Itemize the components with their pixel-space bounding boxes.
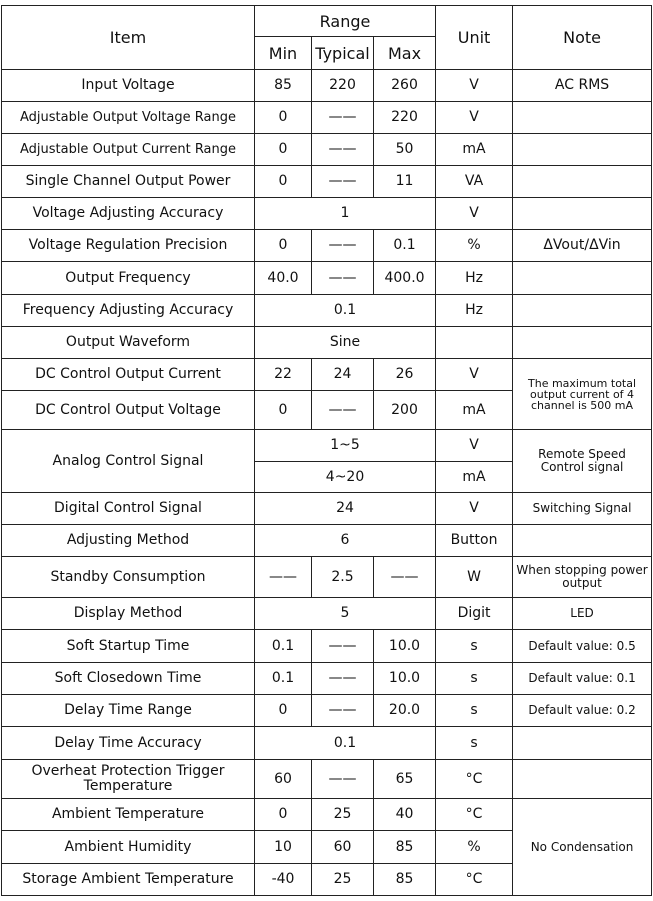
row-item: DC Control Output Voltage xyxy=(2,391,255,430)
row-unit: Hz xyxy=(436,295,513,327)
env-note: No Condensation xyxy=(513,799,652,896)
row-unit: °C xyxy=(436,760,513,799)
row-max: 65 xyxy=(374,760,436,799)
row-min: —— xyxy=(255,557,312,598)
row-max: 10.0 xyxy=(374,630,436,663)
row-item: Ambient Temperature xyxy=(2,799,255,831)
table-row xyxy=(2,799,652,831)
row-note: Remote Speed Control signal xyxy=(513,430,652,493)
row-max: 400.0 xyxy=(374,262,436,295)
row-item: Output Frequency xyxy=(2,262,255,295)
row-unit: s xyxy=(436,663,513,695)
row-note: AC RMS xyxy=(513,70,652,102)
row-value: 24 xyxy=(255,493,436,525)
header-note: Note xyxy=(513,6,652,70)
row-item: Soft Closedown Time xyxy=(2,663,255,695)
table-row xyxy=(2,663,652,695)
row-value: 1 xyxy=(255,198,436,230)
row-item: Input Voltage xyxy=(2,70,255,102)
dc-output-note: The maximum total output current of 4 channel is 500 mA xyxy=(513,359,652,430)
row-typical: —— xyxy=(312,695,374,727)
row-value: 1~5 xyxy=(255,430,436,462)
row-value: 0.1 xyxy=(255,727,436,760)
table-row xyxy=(2,230,652,262)
row-max: 260 xyxy=(374,70,436,102)
row-unit: s xyxy=(436,695,513,727)
row-min: 0.1 xyxy=(255,630,312,663)
row-max: 11 xyxy=(374,166,436,198)
header-min: Min xyxy=(255,37,312,70)
row-typical: —— xyxy=(312,230,374,262)
row-note xyxy=(513,525,652,557)
row-note xyxy=(513,262,652,295)
row-unit: s xyxy=(436,630,513,663)
row-value: Sine xyxy=(255,327,436,359)
table-row xyxy=(2,493,652,525)
row-min: -40 xyxy=(255,864,312,896)
table-row xyxy=(2,695,652,727)
row-typical: —— xyxy=(312,102,374,134)
row-note xyxy=(513,198,652,230)
row-note xyxy=(513,760,652,799)
row-max: 85 xyxy=(374,831,436,864)
row-unit: Button xyxy=(436,525,513,557)
row-value: 4~20 xyxy=(255,462,436,493)
row-min: 0 xyxy=(255,391,312,430)
row-min: 85 xyxy=(255,70,312,102)
row-min: 0 xyxy=(255,230,312,262)
row-typical: —— xyxy=(312,760,374,799)
row-typical: 220 xyxy=(312,70,374,102)
row-unit xyxy=(436,327,513,359)
row-item: DC Control Output Current xyxy=(2,359,255,391)
header-unit: Unit xyxy=(436,6,513,70)
row-unit: mA xyxy=(436,134,513,166)
row-typical: —— xyxy=(312,262,374,295)
table-row xyxy=(2,557,652,598)
row-value: 6 xyxy=(255,525,436,557)
row-note: Default value: 0.5 xyxy=(513,630,652,663)
row-note xyxy=(513,295,652,327)
table-row xyxy=(2,262,652,295)
row-item: Standby Consumption xyxy=(2,557,255,598)
table-row xyxy=(2,134,652,166)
row-item: Display Method xyxy=(2,598,255,630)
row-typical: 25 xyxy=(312,864,374,896)
row-note xyxy=(513,327,652,359)
row-note: Default value: 0.2 xyxy=(513,695,652,727)
row-min: 10 xyxy=(255,831,312,864)
row-note: Switching Signal xyxy=(513,493,652,525)
row-unit: mA xyxy=(436,462,513,493)
row-note: When stopping power output xyxy=(513,557,652,598)
row-min: 40.0 xyxy=(255,262,312,295)
row-unit: V xyxy=(436,70,513,102)
row-min: 0 xyxy=(255,166,312,198)
row-unit: V xyxy=(436,198,513,230)
table-row xyxy=(2,295,652,327)
row-unit: W xyxy=(436,557,513,598)
row-unit: V xyxy=(436,359,513,391)
row-max: 200 xyxy=(374,391,436,430)
row-min: 0.1 xyxy=(255,663,312,695)
row-item: Adjustable Output Current Range xyxy=(2,134,255,166)
row-max: 0.1 xyxy=(374,230,436,262)
row-item: Overheat Protection Trigger Temperature xyxy=(2,760,255,799)
row-max: 10.0 xyxy=(374,663,436,695)
row-unit: Hz xyxy=(436,262,513,295)
table-row xyxy=(2,198,652,230)
row-unit: VA xyxy=(436,166,513,198)
row-typical: 2.5 xyxy=(312,557,374,598)
row-note xyxy=(513,727,652,760)
row-item: Adjustable Output Voltage Range xyxy=(2,102,255,134)
row-note xyxy=(513,134,652,166)
row-note: ΔVout/ΔVin xyxy=(513,230,652,262)
row-typical: 24 xyxy=(312,359,374,391)
row-unit: mA xyxy=(436,391,513,430)
table-row xyxy=(2,430,652,462)
row-item: Voltage Regulation Precision xyxy=(2,230,255,262)
row-item: Delay Time Accuracy xyxy=(2,727,255,760)
table-row xyxy=(2,166,652,198)
row-value: 0.1 xyxy=(255,295,436,327)
table-row xyxy=(2,630,652,663)
table-row xyxy=(2,102,652,134)
row-unit: % xyxy=(436,230,513,262)
row-typical: —— xyxy=(312,134,374,166)
row-item: Ambient Humidity xyxy=(2,831,255,864)
row-typical: —— xyxy=(312,391,374,430)
row-unit: s xyxy=(436,727,513,760)
header-range: Range xyxy=(255,6,436,37)
row-typical: —— xyxy=(312,663,374,695)
row-item: Storage Ambient Temperature xyxy=(2,864,255,896)
row-item: Soft Startup Time xyxy=(2,630,255,663)
row-min: 0 xyxy=(255,799,312,831)
table-row xyxy=(2,359,652,391)
row-item: Voltage Adjusting Accuracy xyxy=(2,198,255,230)
row-max: 50 xyxy=(374,134,436,166)
row-unit: Digit xyxy=(436,598,513,630)
row-typical: 25 xyxy=(312,799,374,831)
row-item: Frequency Adjusting Accuracy xyxy=(2,295,255,327)
header-typical: Typical xyxy=(312,37,374,70)
row-max: 26 xyxy=(374,359,436,391)
table-row xyxy=(2,525,652,557)
table-row xyxy=(2,760,652,799)
row-unit: °C xyxy=(436,799,513,831)
row-item: Digital Control Signal xyxy=(2,493,255,525)
table-row xyxy=(2,327,652,359)
row-item: Output Waveform xyxy=(2,327,255,359)
row-max: 220 xyxy=(374,102,436,134)
table-row xyxy=(2,727,652,760)
row-max: —— xyxy=(374,557,436,598)
table-row xyxy=(2,70,652,102)
row-value: 5 xyxy=(255,598,436,630)
row-unit: % xyxy=(436,831,513,864)
row-note: LED xyxy=(513,598,652,630)
row-min: 0 xyxy=(255,695,312,727)
row-max: 85 xyxy=(374,864,436,896)
row-min: 60 xyxy=(255,760,312,799)
row-min: 0 xyxy=(255,134,312,166)
row-min: 0 xyxy=(255,102,312,134)
row-min: 22 xyxy=(255,359,312,391)
row-unit: V xyxy=(436,430,513,462)
row-max: 40 xyxy=(374,799,436,831)
row-note xyxy=(513,102,652,134)
row-item: Single Channel Output Power xyxy=(2,166,255,198)
row-unit: °C xyxy=(436,864,513,896)
spec-table xyxy=(1,5,652,896)
row-note xyxy=(513,166,652,198)
row-max: 20.0 xyxy=(374,695,436,727)
row-item: Adjusting Method xyxy=(2,525,255,557)
row-item: Analog Control Signal xyxy=(2,430,255,493)
row-item: Delay Time Range xyxy=(2,695,255,727)
header-item: Item xyxy=(2,6,255,70)
table-row xyxy=(2,598,652,630)
row-unit: V xyxy=(436,493,513,525)
row-unit: V xyxy=(436,102,513,134)
header-max: Max xyxy=(374,37,436,70)
row-note: Default value: 0.1 xyxy=(513,663,652,695)
row-typical: —— xyxy=(312,630,374,663)
row-typical: —— xyxy=(312,166,374,198)
row-typical: 60 xyxy=(312,831,374,864)
